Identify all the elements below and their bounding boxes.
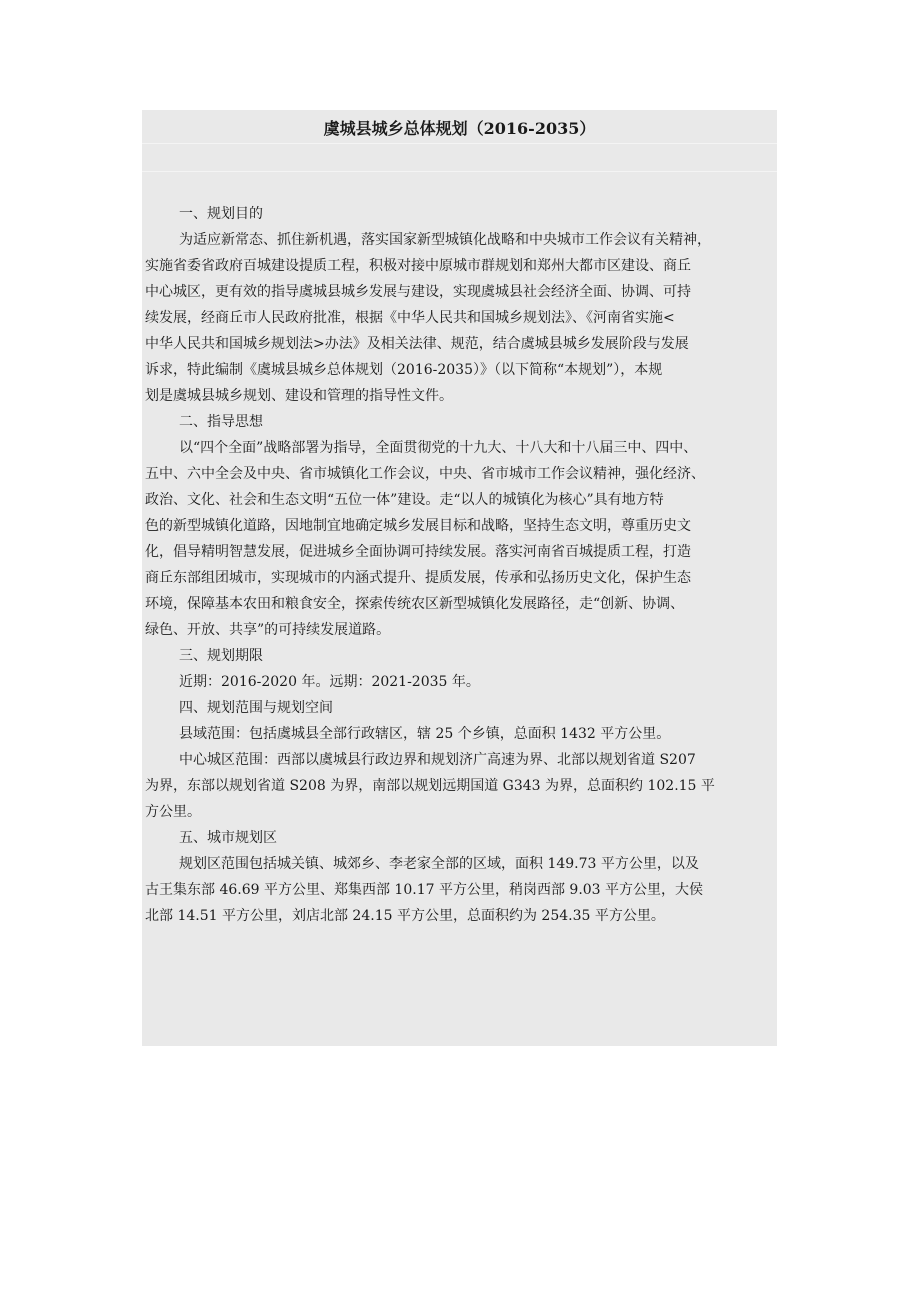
paragraph-line: 政治、文化、社会和生态文明“五位一体”建设。走“以人的城镇化为核心”具有地方特 xyxy=(145,492,664,508)
paragraph-line: 中华人民共和国城乡规划法>办法》及相关法律、规范，结合虞城县城乡发展阶段与发展 xyxy=(145,336,689,352)
section-heading: 二、指导思想 xyxy=(179,414,263,430)
document-body xyxy=(145,201,790,929)
document-title: 虞城县城乡总体规划（2016-2035） xyxy=(323,119,596,138)
paragraph-line: 为界，东部以规划省道 S208 为界，南部以规划远期国道 G343 为界，总面积约 102.15 平 xyxy=(145,778,715,794)
paragraph-line: 中心城区范围：西部以虞城县行政边界和规划济广高速为界、北部以规划省道 S207 xyxy=(179,752,696,768)
paragraph-line: 商丘东部组团城市，实现城市的内涵式提升、提质发展，传承和弘扬历史文化，保护生态 xyxy=(145,570,691,586)
paragraph-line: 化，倡导精明智慧发展，促进城乡全面协调可持续发展。落实河南省百城提质工程，打造 xyxy=(145,544,691,560)
paragraph-line: 县域范围：包括虞城县全部行政辖区，辖 25 个乡镇，总面积 1432 平方公里。 xyxy=(179,726,671,742)
paragraph-line: 方公里。 xyxy=(145,804,201,820)
section-heading: 五、城市规划区 xyxy=(179,830,277,846)
paragraph-line: 为适应新常态、抓住新机遇，落实国家新型城镇化战略和中央城市工作会议有关精神， xyxy=(179,232,711,248)
paragraph-line: 实施省委省政府百城建设提质工程，积极对接中原城市群规划和郑州大都市区建设、商丘 xyxy=(145,258,691,274)
divider xyxy=(142,143,777,144)
paragraph-line: 五中、六中全会及中央、省市城镇化工作会议，中央、省市城市工作会议精神，强化经济、 xyxy=(145,466,705,482)
section-heading: 三、规划期限 xyxy=(179,648,263,664)
document-page xyxy=(142,110,777,1046)
paragraph-line: 划是虞城县城乡规划、建设和管理的指导性文件。 xyxy=(145,388,453,404)
section-heading: 一、规划目的 xyxy=(179,206,263,222)
divider xyxy=(142,171,777,172)
paragraph-line: 以“四个全面”战略部署为指导，全面贯彻党的十九大、十八大和十八届三中、四中、 xyxy=(179,440,698,456)
paragraph-line: 近期：2016-2020 年。远期：2021-2035 年。 xyxy=(179,674,480,690)
paragraph-line: 环境，保障基本农田和粮食安全，探索传统农区新型城镇化发展路径，走“创新、协调、 xyxy=(145,596,685,612)
paragraph-line: 古王集东部 46.69 平方公里、郑集西部 10.17 平方公里，稍岗西部 9.03 平方公里，大侯 xyxy=(145,882,704,898)
paragraph-line: 色的新型城镇化道路，因地制宜地确定城乡发展目标和战略，坚持生态文明，尊重历史文 xyxy=(145,518,691,534)
paragraph-line: 规划区范围包括城关镇、城郊乡、李老家全部的区域，面积 149.73 平方公里，以及 xyxy=(179,856,699,872)
paragraph-line: 续发展，经商丘市人民政府批准，根据《中华人民共和国城乡规划法》、《河南省实施< xyxy=(145,310,675,326)
paragraph-line: 诉求，特此编制《虞城县城乡总体规划（2016-2035）》（以下简称“本规划”），本规 xyxy=(145,362,663,378)
section-heading: 四、规划范围与规划空间 xyxy=(179,700,333,716)
paragraph-line: 中心城区，更有效的指导虞城县城乡发展与建设，实现虞城县社会经济全面、协调、可持 xyxy=(145,284,691,300)
paragraph-line: 北部 14.51 平方公里，刘店北部 24.15 平方公里，总面积约为 254.35 平方公里。 xyxy=(145,908,665,924)
paragraph-line: 绿色、开放、共享”的可持续发展道路。 xyxy=(145,622,391,638)
